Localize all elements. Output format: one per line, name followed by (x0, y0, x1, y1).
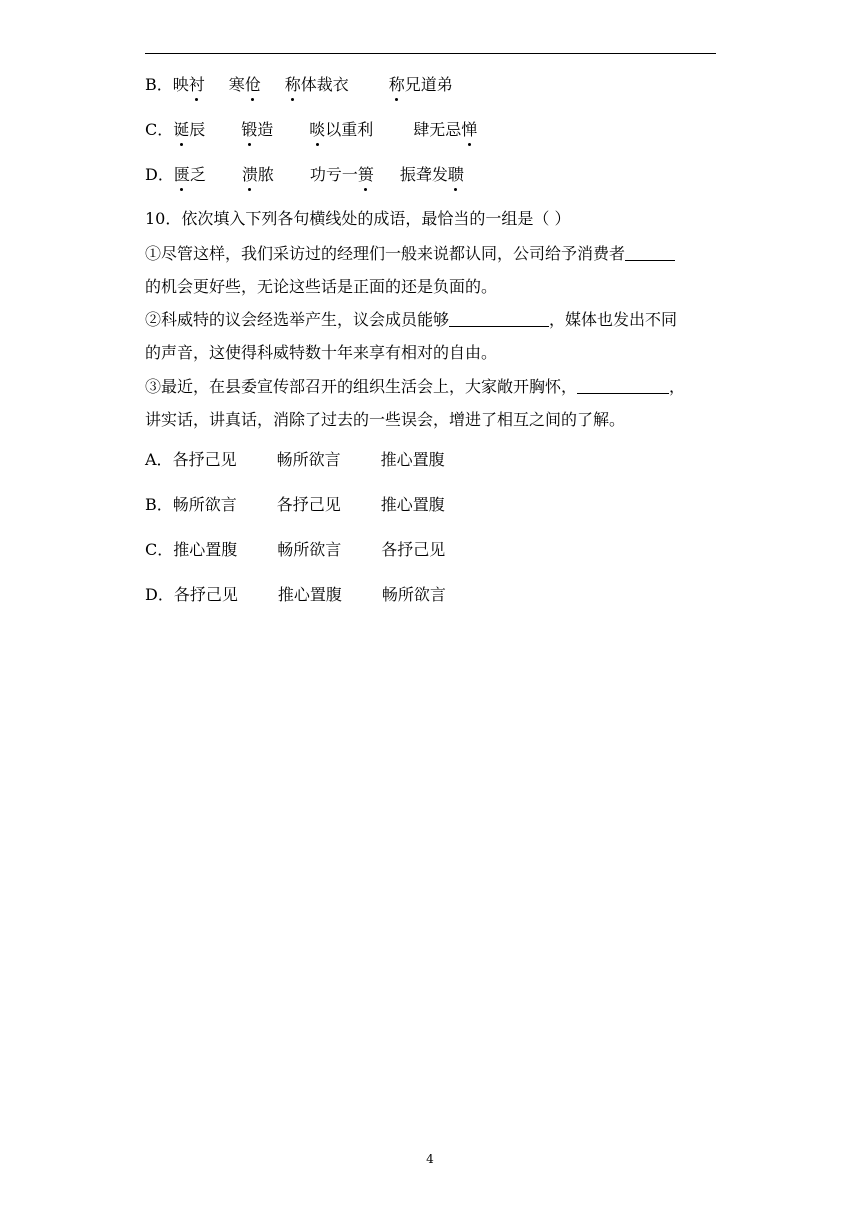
q10-option-b (145, 494, 445, 516)
word: 锻造 (241, 120, 274, 139)
word: 啖以重利 (309, 120, 374, 139)
emphasis-dot-char: 篑 (357, 165, 374, 184)
option-choice: 推心置腹 (277, 585, 342, 604)
emphasis-dot-char: 锻 (241, 120, 258, 139)
emphasis-dot-char: 聩 (447, 165, 464, 184)
q10-option-c (145, 539, 445, 561)
option-label: C． (145, 120, 174, 139)
q9-option-c (145, 119, 477, 141)
sentence-text: ①尽管这样，我们采访过的经理们一般来说都认同，公司给予消费者 (145, 244, 626, 263)
option-label: B． (145, 495, 173, 514)
option-label: D． (145, 165, 174, 184)
answer-blank (577, 377, 669, 394)
header-rule (145, 53, 716, 54)
option-choice: 畅所欲言 (172, 495, 237, 514)
sentence-3-cont: 讲实话，讲真话，消除了过去的一些误会，增进了相互之间的了解。 (145, 410, 626, 429)
word: 功亏一篑 (309, 165, 374, 184)
word: 映衬 (172, 75, 205, 94)
option-choice: 各抒己见 (173, 585, 238, 604)
option-label: D． (145, 585, 174, 604)
word: 称兄道弟 (388, 75, 453, 94)
emphasis-dot-char: 匮 (173, 165, 190, 184)
word: 寒伧 (228, 75, 261, 94)
option-choice: 各抒己见 (381, 540, 446, 559)
sentence-1 (145, 243, 675, 265)
answer-blank (449, 310, 549, 327)
page-number: 4 (426, 1152, 434, 1166)
word: 匮乏 (173, 165, 206, 184)
sentence-2 (145, 309, 677, 331)
word: 溃脓 (241, 165, 274, 184)
option-choice: 畅所欲言 (276, 450, 341, 469)
q10-option-d (145, 584, 446, 606)
emphasis-dot-char: 啖 (309, 120, 326, 139)
option-choice: 畅所欲言 (381, 585, 446, 604)
q10-option-a (145, 449, 445, 471)
option-choice: 畅所欲言 (277, 540, 342, 559)
option-choice: 推心置腹 (380, 450, 445, 469)
option-choice: 推心置腹 (173, 540, 238, 559)
sentence-3 (145, 376, 685, 398)
emphasis-dot-char: 称 (388, 75, 405, 94)
sentence-text: ，媒体也发出不同 (549, 310, 678, 329)
word: 振聋发聩 (399, 165, 464, 184)
sentence-1-cont: 的机会更好些，无论这些话是正面的还是负面的。 (145, 277, 498, 296)
word: 称体裁衣 (284, 75, 349, 94)
option-choice: 推心置腹 (380, 495, 445, 514)
q9-option-d (145, 164, 464, 186)
emphasis-dot-char: 溃 (241, 165, 258, 184)
option-choice: 各抒己见 (276, 495, 341, 514)
emphasis-dot-char: 衬 (188, 75, 205, 94)
emphasis-dot-char: 惮 (461, 120, 478, 139)
sentence-text: ③最近，在县委宣传部召开的组织生活会上，大家敞开胸怀， (145, 377, 578, 396)
sentence-text: ， (669, 377, 686, 396)
emphasis-dot-char: 诞 (173, 120, 190, 139)
emphasis-dot-char: 称 (284, 75, 301, 94)
word: 诞辰 (173, 120, 206, 139)
option-label: B． (145, 75, 173, 94)
option-label: C． (145, 540, 174, 559)
word: 肆无忌惮 (413, 120, 478, 139)
sentence-text: ②科威特的议会经选举产生，议会成员能够 (145, 310, 450, 329)
option-label: A． (145, 450, 173, 469)
sentence-2-cont: 的声音，这使得科威特数十年来享有相对的自由。 (145, 343, 498, 362)
question-stem: 10．依次填入下列各句横线处的成语，最恰当的一组是（ ） (145, 209, 571, 228)
answer-blank (625, 244, 675, 261)
q9-option-b (145, 74, 453, 96)
emphasis-dot-char: 伧 (244, 75, 261, 94)
option-choice: 各抒己见 (172, 450, 237, 469)
